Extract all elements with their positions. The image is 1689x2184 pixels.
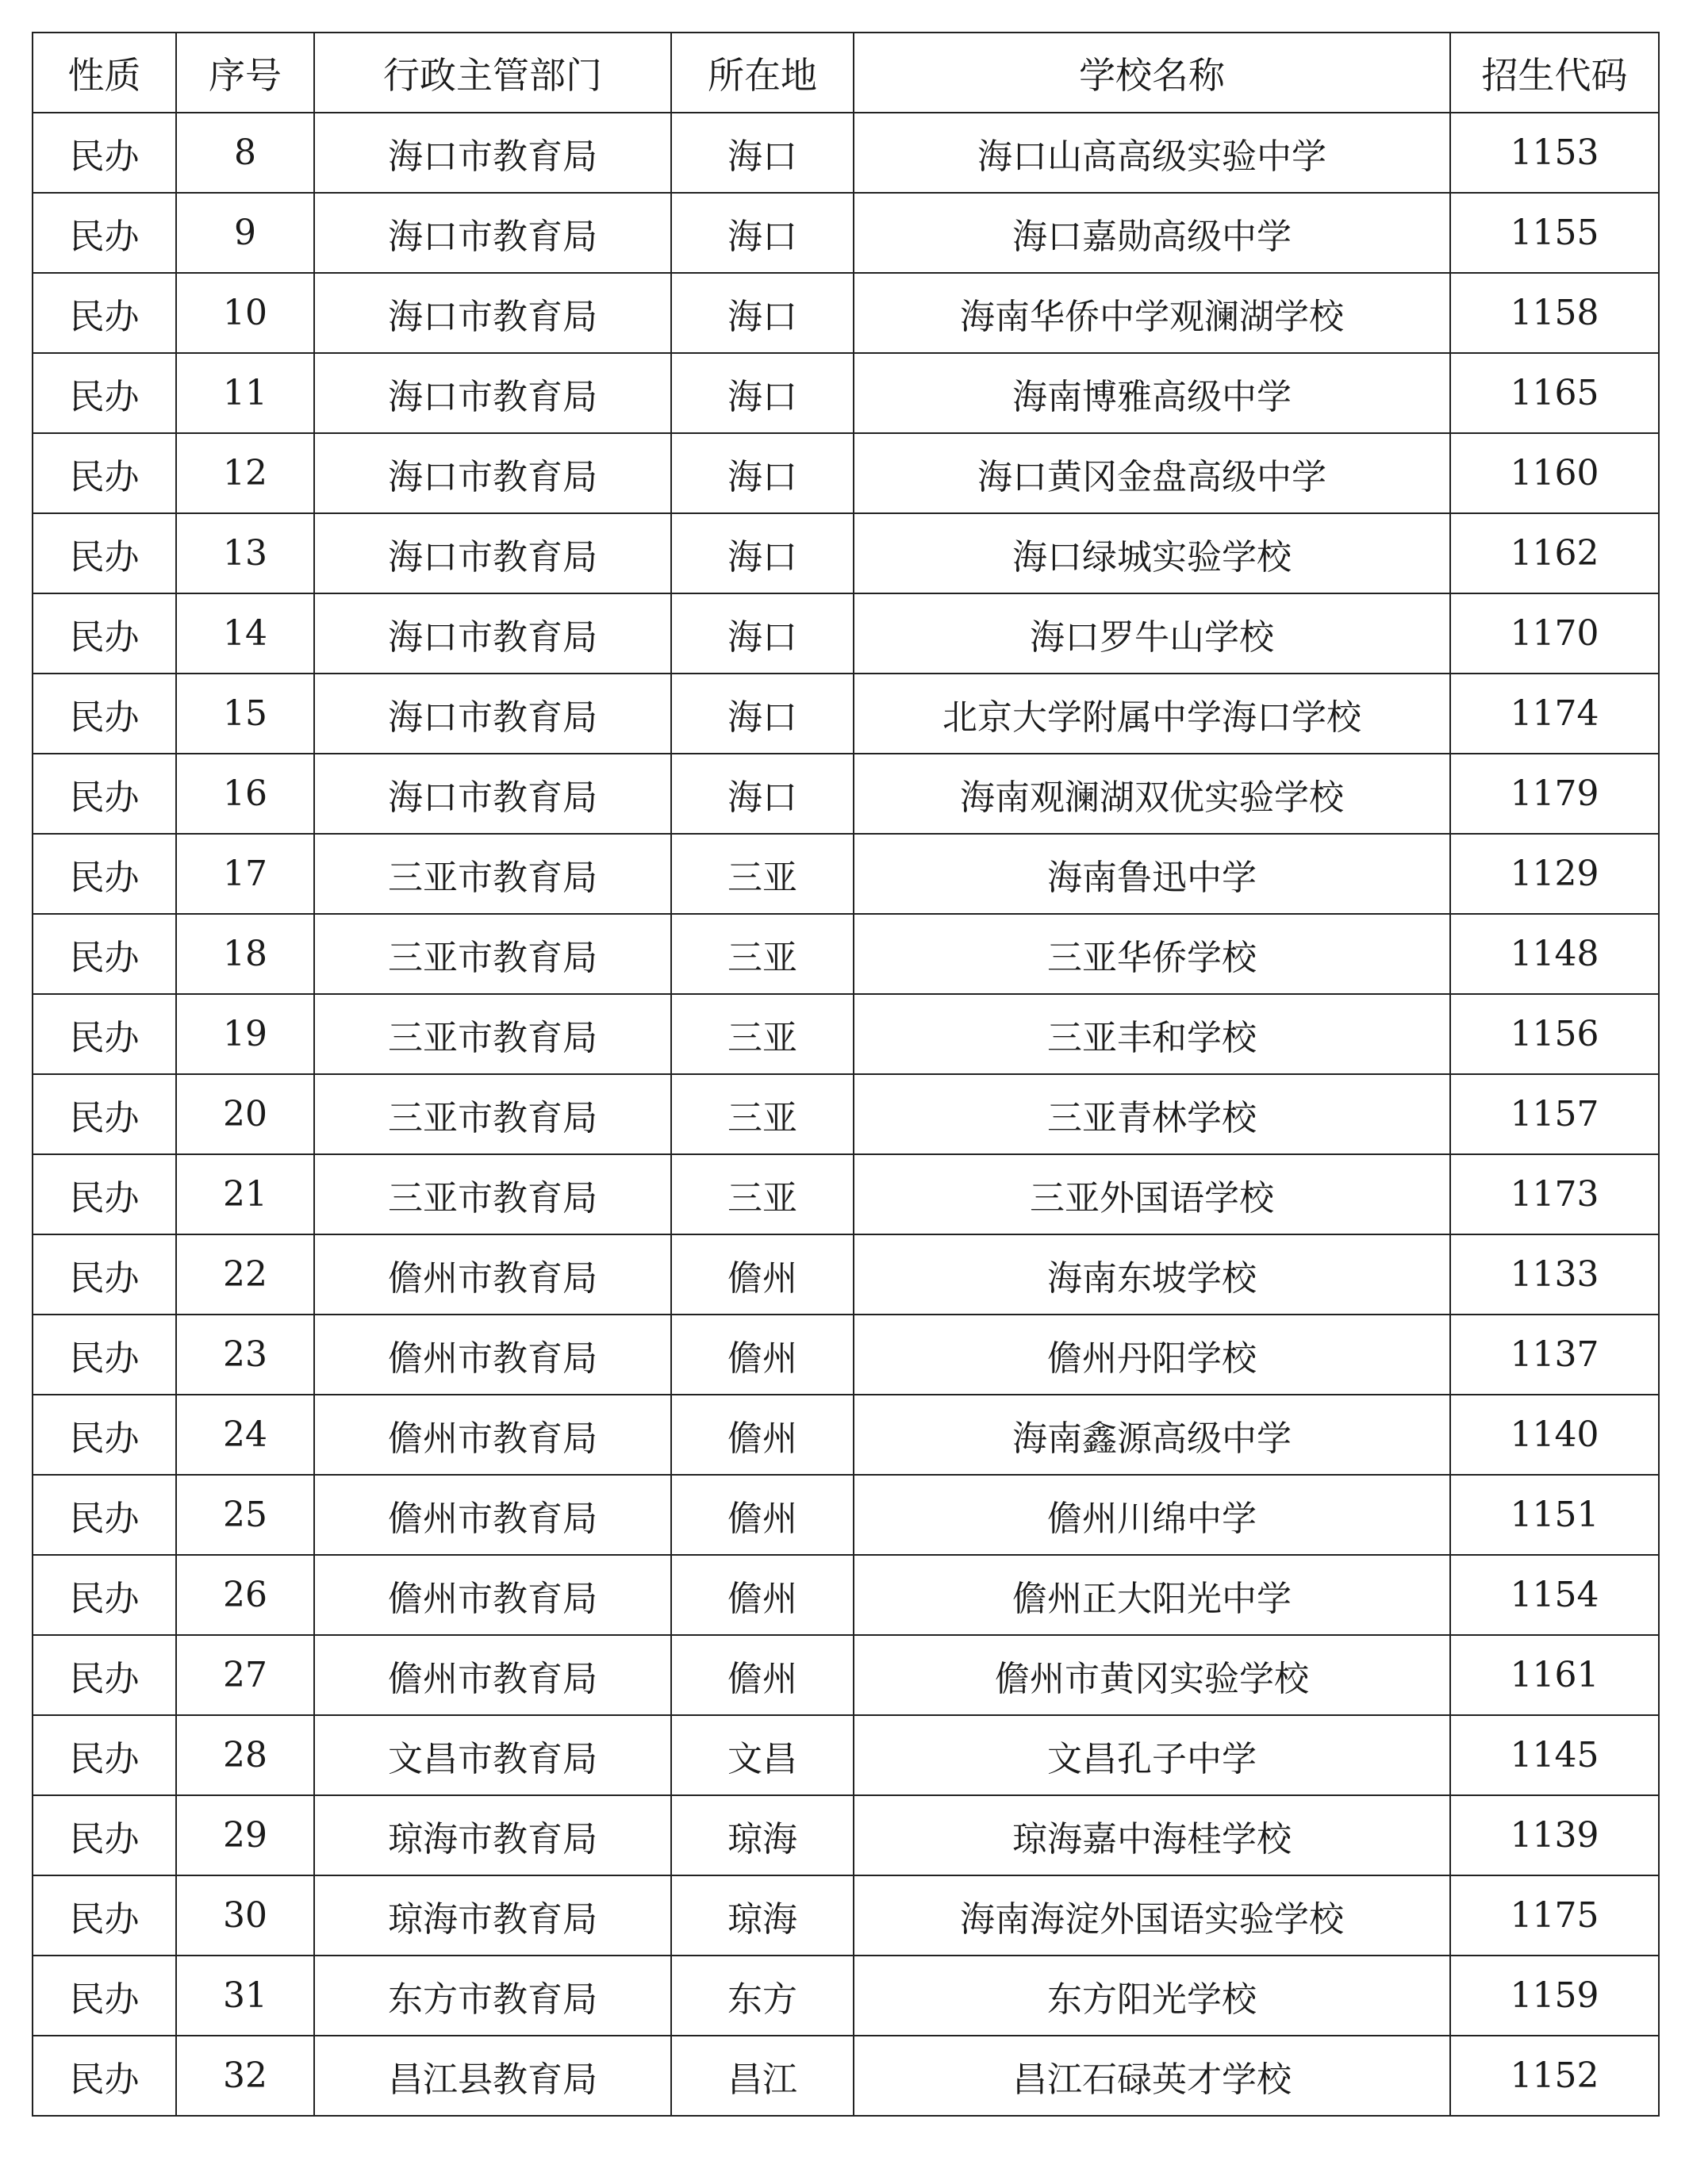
table-row (33, 914, 1659, 994)
cell-school-name: 海南博雅高级中学 (854, 353, 1450, 433)
cell-department: 琼海市教育局 (314, 1875, 671, 1956)
cell-department: 三亚市教育局 (314, 834, 671, 914)
cell-nature: 民办 (33, 1956, 176, 2036)
table-row (33, 1795, 1659, 1875)
cell-department: 海口市教育局 (314, 754, 671, 834)
cell-serial-number: 32 (176, 2036, 314, 2116)
cell-department: 儋州市教育局 (314, 1234, 671, 1315)
table-row (33, 513, 1659, 593)
cell-school-name: 海口绿城实验学校 (854, 513, 1450, 593)
cell-enrollment-code: 1157 (1450, 1074, 1659, 1154)
cell-serial-number: 19 (176, 994, 314, 1074)
table-row (33, 593, 1659, 674)
cell-serial-number: 23 (176, 1315, 314, 1395)
cell-location: 东方 (671, 1956, 854, 2036)
cell-nature: 民办 (33, 1715, 176, 1795)
cell-enrollment-code: 1155 (1450, 193, 1659, 273)
table-header-row (33, 33, 1659, 113)
cell-department: 海口市教育局 (314, 273, 671, 353)
cell-school-name: 北京大学附属中学海口学校 (854, 674, 1450, 754)
cell-enrollment-code: 1179 (1450, 754, 1659, 834)
header-nature: 性质 (33, 33, 176, 113)
cell-enrollment-code: 1159 (1450, 1956, 1659, 2036)
cell-enrollment-code: 1170 (1450, 593, 1659, 674)
header-serial-number: 序号 (176, 33, 314, 113)
cell-serial-number: 9 (176, 193, 314, 273)
cell-nature: 民办 (33, 1875, 176, 1956)
cell-nature: 民办 (33, 273, 176, 353)
cell-department: 海口市教育局 (314, 593, 671, 674)
cell-department: 琼海市教育局 (314, 1795, 671, 1875)
cell-nature: 民办 (33, 353, 176, 433)
cell-serial-number: 18 (176, 914, 314, 994)
table-row (33, 1475, 1659, 1555)
cell-nature: 民办 (33, 914, 176, 994)
cell-enrollment-code: 1162 (1450, 513, 1659, 593)
cell-department: 海口市教育局 (314, 513, 671, 593)
cell-school-name: 三亚青林学校 (854, 1074, 1450, 1154)
table-row (33, 2036, 1659, 2116)
cell-school-name: 海南东坡学校 (854, 1234, 1450, 1315)
cell-school-name: 海口山高高级实验中学 (854, 113, 1450, 193)
cell-location: 儋州 (671, 1395, 854, 1475)
cell-school-name: 三亚丰和学校 (854, 994, 1450, 1074)
school-enrollment-table (32, 32, 1660, 2117)
cell-serial-number: 11 (176, 353, 314, 433)
cell-department: 儋州市教育局 (314, 1555, 671, 1635)
cell-enrollment-code: 1148 (1450, 914, 1659, 994)
cell-nature: 民办 (33, 593, 176, 674)
table-row (33, 113, 1659, 193)
cell-department: 文昌市教育局 (314, 1715, 671, 1795)
cell-enrollment-code: 1156 (1450, 994, 1659, 1074)
cell-enrollment-code: 1139 (1450, 1795, 1659, 1875)
cell-location: 琼海 (671, 1875, 854, 1956)
cell-nature: 民办 (33, 1555, 176, 1635)
cell-serial-number: 10 (176, 273, 314, 353)
cell-enrollment-code: 1140 (1450, 1395, 1659, 1475)
cell-location: 海口 (671, 754, 854, 834)
header-school-name: 学校名称 (854, 33, 1450, 113)
cell-enrollment-code: 1152 (1450, 2036, 1659, 2116)
cell-school-name: 儋州丹阳学校 (854, 1315, 1450, 1395)
cell-nature: 民办 (33, 1315, 176, 1395)
header-location: 所在地 (671, 33, 854, 113)
cell-location: 海口 (671, 674, 854, 754)
table-row (33, 834, 1659, 914)
cell-location: 三亚 (671, 994, 854, 1074)
cell-serial-number: 28 (176, 1715, 314, 1795)
cell-department: 三亚市教育局 (314, 914, 671, 994)
cell-location: 海口 (671, 273, 854, 353)
cell-nature: 民办 (33, 1635, 176, 1715)
cell-nature: 民办 (33, 674, 176, 754)
table-row (33, 1315, 1659, 1395)
table-row (33, 273, 1659, 353)
cell-location: 海口 (671, 193, 854, 273)
cell-department: 东方市教育局 (314, 1956, 671, 2036)
cell-location: 儋州 (671, 1315, 854, 1395)
cell-department: 海口市教育局 (314, 674, 671, 754)
table-row (33, 1395, 1659, 1475)
cell-enrollment-code: 1161 (1450, 1635, 1659, 1715)
table-row (33, 674, 1659, 754)
cell-location: 三亚 (671, 1154, 854, 1234)
cell-serial-number: 22 (176, 1234, 314, 1315)
header-administrative-department: 行政主管部门 (314, 33, 671, 113)
cell-department: 海口市教育局 (314, 113, 671, 193)
table-row (33, 353, 1659, 433)
table-row (33, 1555, 1659, 1635)
cell-serial-number: 31 (176, 1956, 314, 2036)
cell-department: 昌江县教育局 (314, 2036, 671, 2116)
cell-enrollment-code: 1137 (1450, 1315, 1659, 1395)
cell-nature: 民办 (33, 1395, 176, 1475)
cell-serial-number: 14 (176, 593, 314, 674)
cell-school-name: 海口嘉勋高级中学 (854, 193, 1450, 273)
cell-department: 儋州市教育局 (314, 1315, 671, 1395)
header-enrollment-code: 招生代码 (1450, 33, 1659, 113)
cell-location: 三亚 (671, 914, 854, 994)
cell-school-name: 海口罗牛山学校 (854, 593, 1450, 674)
table-row (33, 1875, 1659, 1956)
cell-department: 海口市教育局 (314, 353, 671, 433)
cell-department: 海口市教育局 (314, 193, 671, 273)
cell-serial-number: 24 (176, 1395, 314, 1475)
cell-department: 三亚市教育局 (314, 1074, 671, 1154)
cell-nature: 民办 (33, 2036, 176, 2116)
cell-school-name: 海南鲁迅中学 (854, 834, 1450, 914)
cell-serial-number: 8 (176, 113, 314, 193)
cell-school-name: 儋州川绵中学 (854, 1475, 1450, 1555)
table-row (33, 1635, 1659, 1715)
cell-enrollment-code: 1151 (1450, 1475, 1659, 1555)
cell-school-name: 三亚华侨学校 (854, 914, 1450, 994)
cell-location: 海口 (671, 593, 854, 674)
cell-nature: 民办 (33, 433, 176, 513)
cell-department: 三亚市教育局 (314, 1154, 671, 1234)
cell-nature: 民办 (33, 754, 176, 834)
table-row (33, 1074, 1659, 1154)
cell-school-name: 海南鑫源高级中学 (854, 1395, 1450, 1475)
cell-nature: 民办 (33, 193, 176, 273)
cell-school-name: 海口黄冈金盘高级中学 (854, 433, 1450, 513)
cell-nature: 民办 (33, 1154, 176, 1234)
cell-school-name: 海南华侨中学观澜湖学校 (854, 273, 1450, 353)
table-row (33, 1234, 1659, 1315)
cell-nature: 民办 (33, 513, 176, 593)
cell-serial-number: 15 (176, 674, 314, 754)
cell-serial-number: 12 (176, 433, 314, 513)
cell-department: 儋州市教育局 (314, 1635, 671, 1715)
table-row (33, 994, 1659, 1074)
cell-school-name: 东方阳光学校 (854, 1956, 1450, 2036)
cell-location: 海口 (671, 433, 854, 513)
cell-location: 三亚 (671, 1074, 854, 1154)
cell-location: 昌江 (671, 2036, 854, 2116)
cell-enrollment-code: 1174 (1450, 674, 1659, 754)
table-row (33, 193, 1659, 273)
cell-enrollment-code: 1154 (1450, 1555, 1659, 1635)
cell-serial-number: 16 (176, 754, 314, 834)
cell-school-name: 三亚外国语学校 (854, 1154, 1450, 1234)
cell-school-name: 文昌孔子中学 (854, 1715, 1450, 1795)
cell-location: 琼海 (671, 1795, 854, 1875)
cell-serial-number: 25 (176, 1475, 314, 1555)
cell-nature: 民办 (33, 994, 176, 1074)
cell-location: 儋州 (671, 1234, 854, 1315)
cell-serial-number: 30 (176, 1875, 314, 1956)
cell-serial-number: 26 (176, 1555, 314, 1635)
cell-location: 儋州 (671, 1635, 854, 1715)
cell-school-name: 海南观澜湖双优实验学校 (854, 754, 1450, 834)
cell-enrollment-code: 1160 (1450, 433, 1659, 513)
cell-nature: 民办 (33, 1795, 176, 1875)
cell-serial-number: 21 (176, 1154, 314, 1234)
cell-location: 儋州 (671, 1475, 854, 1555)
table-row (33, 754, 1659, 834)
cell-enrollment-code: 1133 (1450, 1234, 1659, 1315)
cell-department: 三亚市教育局 (314, 994, 671, 1074)
cell-serial-number: 29 (176, 1795, 314, 1875)
cell-serial-number: 13 (176, 513, 314, 593)
cell-nature: 民办 (33, 1074, 176, 1154)
table-row (33, 1715, 1659, 1795)
cell-serial-number: 17 (176, 834, 314, 914)
cell-nature: 民办 (33, 113, 176, 193)
cell-location: 海口 (671, 513, 854, 593)
cell-location: 海口 (671, 353, 854, 433)
cell-location: 海口 (671, 113, 854, 193)
table-row (33, 1154, 1659, 1234)
cell-school-name: 昌江石碌英才学校 (854, 2036, 1450, 2116)
table-row (33, 1956, 1659, 2036)
cell-enrollment-code: 1165 (1450, 353, 1659, 433)
cell-department: 儋州市教育局 (314, 1475, 671, 1555)
cell-enrollment-code: 1158 (1450, 273, 1659, 353)
cell-serial-number: 20 (176, 1074, 314, 1154)
cell-school-name: 海南海淀外国语实验学校 (854, 1875, 1450, 1956)
cell-nature: 民办 (33, 834, 176, 914)
cell-school-name: 儋州正大阳光中学 (854, 1555, 1450, 1635)
cell-location: 文昌 (671, 1715, 854, 1795)
cell-school-name: 儋州市黄冈实验学校 (854, 1635, 1450, 1715)
cell-department: 海口市教育局 (314, 433, 671, 513)
cell-enrollment-code: 1173 (1450, 1154, 1659, 1234)
cell-school-name: 琼海嘉中海桂学校 (854, 1795, 1450, 1875)
cell-enrollment-code: 1129 (1450, 834, 1659, 914)
cell-nature: 民办 (33, 1475, 176, 1555)
cell-location: 三亚 (671, 834, 854, 914)
cell-department: 儋州市教育局 (314, 1395, 671, 1475)
cell-location: 儋州 (671, 1555, 854, 1635)
cell-enrollment-code: 1175 (1450, 1875, 1659, 1956)
table-row (33, 433, 1659, 513)
cell-enrollment-code: 1153 (1450, 113, 1659, 193)
cell-enrollment-code: 1145 (1450, 1715, 1659, 1795)
cell-nature: 民办 (33, 1234, 176, 1315)
cell-serial-number: 27 (176, 1635, 314, 1715)
